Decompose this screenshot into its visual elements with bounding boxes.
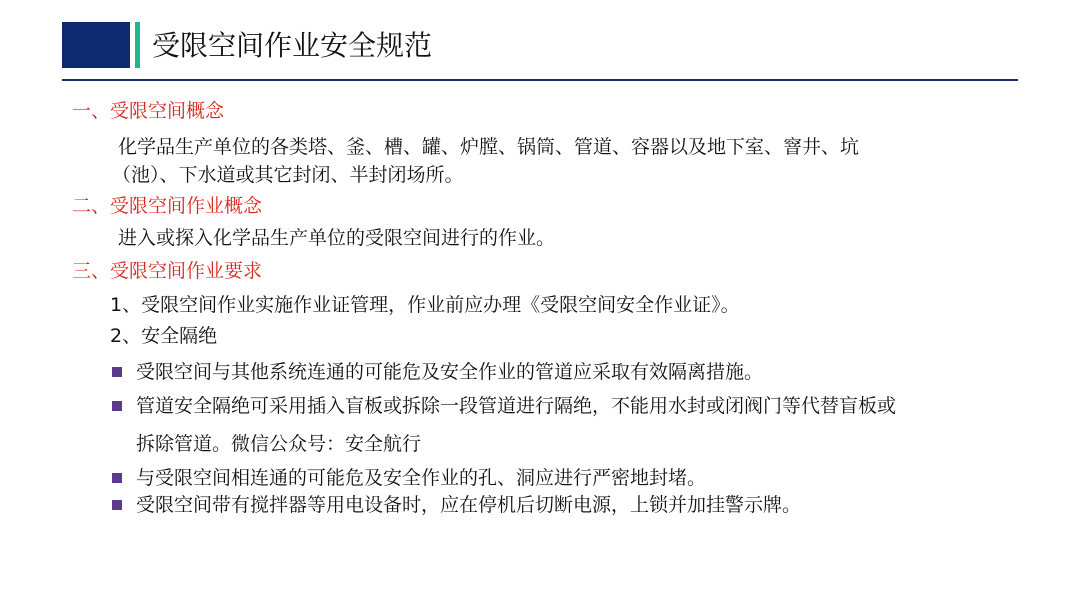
bullet-square-icon — [112, 401, 122, 411]
section-heading-3: 三、受限空间作业要求 — [72, 260, 263, 282]
header-accent-bar — [135, 22, 140, 68]
section-heading-1: 一、受限空间概念 — [72, 100, 225, 122]
bullet-square-icon — [112, 367, 122, 377]
requirement-item-2: 2、安全隔绝 — [110, 325, 218, 347]
header-rule — [62, 79, 1018, 81]
section-1-line-2: （池）、下水道或其它封闭、半封闭场所。 — [112, 164, 464, 186]
bullet-square-icon — [112, 473, 122, 483]
slide-title: 受限空间作业安全规范 — [152, 29, 433, 62]
bullet-text: 受限空间与其他系统连通的可能危及安全作业的管道应采取有效隔离措施。 — [136, 361, 764, 383]
section-heading-2: 二、受限空间作业概念 — [72, 195, 263, 217]
header-block — [62, 22, 130, 68]
bullet-item-2-continuation: 拆除管道。微信公众号：安全航行 — [136, 433, 422, 455]
requirement-item-1: 1、受限空间作业实施作业证管理，作业前应办理《受限空间安全作业证》。 — [110, 294, 740, 316]
section-2-line-1: 进入或探入化学品生产单位的受限空间进行的作业。 — [118, 227, 556, 249]
bullet-text: 受限空间带有搅拌器等用电设备时，应在停机后切断电源，上锁并加挂警示牌。 — [136, 494, 802, 516]
bullet-text: 与受限空间相连通的可能危及安全作业的孔、洞应进行严密地封堵。 — [136, 467, 707, 489]
bullet-text: 管道安全隔绝可采用插入盲板或拆除一段管道进行隔绝，不能用水封或闭阀门等代替盲板或 — [136, 395, 897, 417]
bullet-square-icon — [112, 500, 122, 510]
section-1-line-1: 化学品生产单位的各类塔、釜、槽、罐、炉膛、锅筒、管道、容器以及地下室、窨井、坑 — [118, 136, 860, 158]
